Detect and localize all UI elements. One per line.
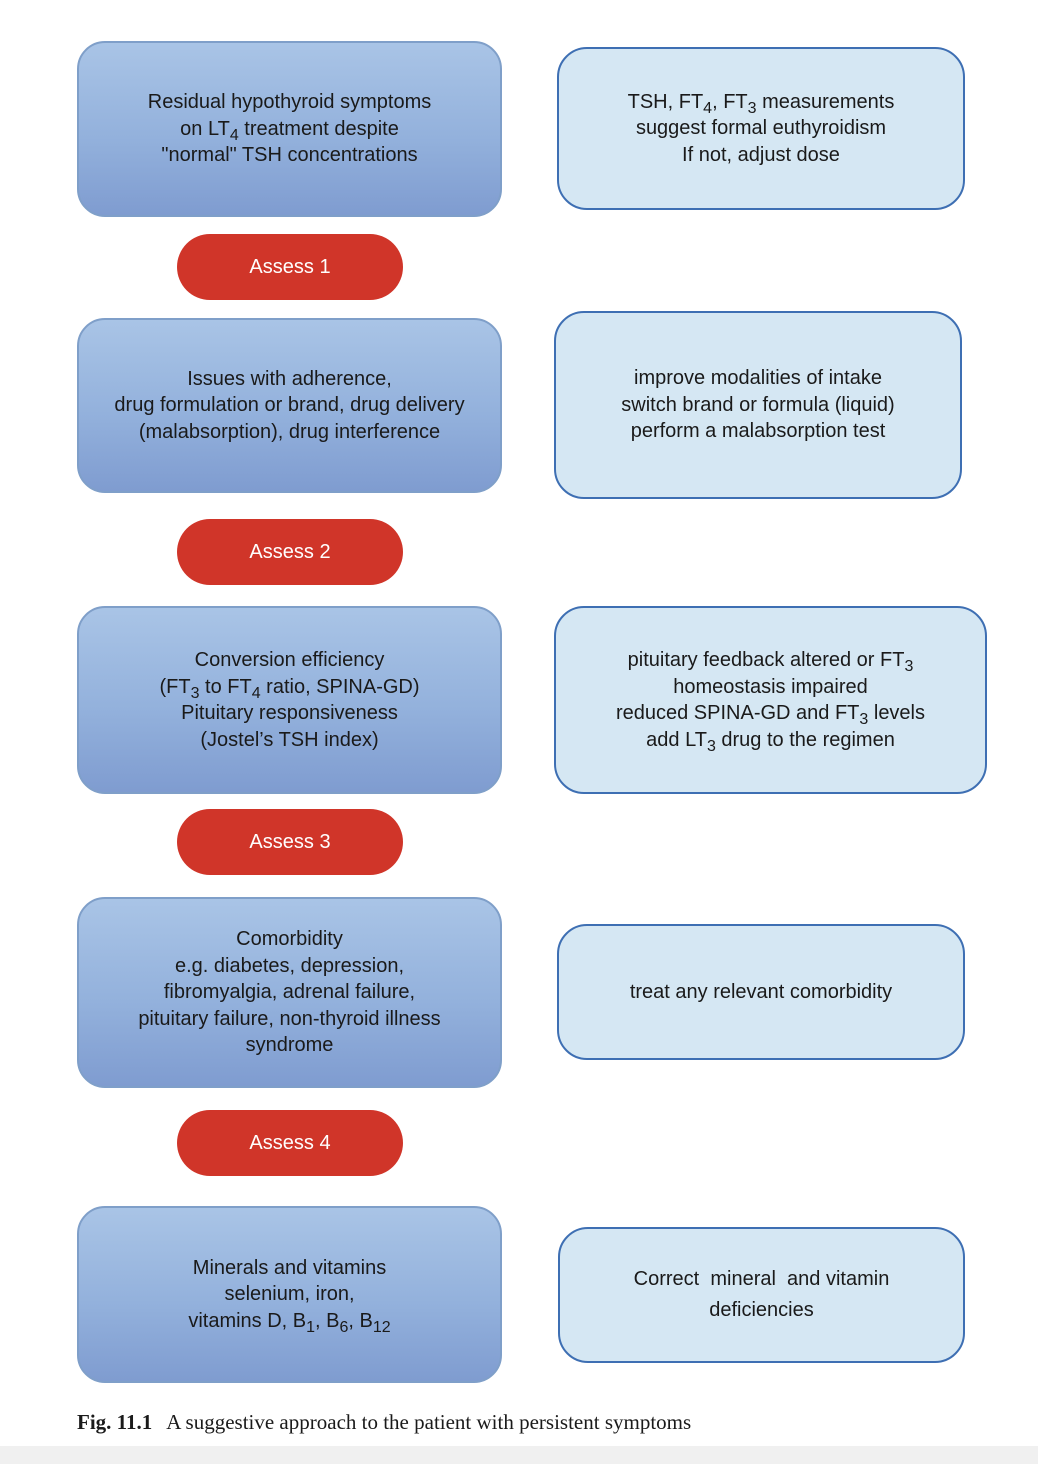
step-line: on $LT_4$ treatment despite [180, 117, 399, 144]
step-box-residual-symptoms [77, 41, 502, 217]
step-line: Minerals and vitamins [192, 1256, 387, 1279]
step-line: Comorbidity [236, 928, 343, 951]
action-line: switch brand or formula (liquid) [621, 393, 895, 416]
step-line: ($FT_3$ to $FT_4$ ratio, SPINA-GD) [159, 675, 420, 702]
step-box-adherence-issues [77, 318, 502, 493]
action-line: deficiencies [709, 1299, 814, 1321]
step-line: (Jostel’s TSH index) [200, 728, 379, 751]
page-footer-band [0, 1446, 1038, 1464]
step-box-minerals-vitamins [77, 1206, 502, 1383]
step-line: selenium, iron, [224, 1283, 355, 1306]
action-line: homeostasis impaired [673, 675, 868, 698]
step-line: e.g. diabetes, depression, [174, 954, 405, 977]
figure-caption [77, 1410, 691, 1435]
step-line: syndrome [245, 1034, 334, 1057]
action-line: If not, adjust dose [682, 143, 840, 166]
step-line: Conversion efficiency [194, 649, 385, 671]
step-line: "normal" TSH concentrations [161, 144, 418, 167]
action-line: reduced SPINA-GD and $FT_3$ levels [615, 702, 926, 728]
assess-4-label: Assess 4 [177, 1110, 403, 1176]
figure-label: Fig. 11.1 [77, 1410, 153, 1434]
action-box-intake [554, 311, 962, 499]
step-line: Residual hypothyroid symptoms [147, 91, 432, 114]
action-line: TSH, $FT_4$, $FT_3$ measurements [627, 90, 895, 117]
step-line: Pituitary responsiveness [181, 702, 398, 724]
assess-1-label: Assess 1 [177, 234, 403, 300]
action-line: Correct mineral and vitamin [633, 1268, 890, 1290]
step-line: vitamins D, $B_1$, $B_6$, $B_{12}$ [188, 1309, 391, 1336]
assess-2-label: Assess 2 [177, 519, 403, 585]
assess-3-label: Assess 3 [177, 809, 403, 875]
step-line: drug formulation or brand, drug delivery [114, 394, 465, 417]
action-box-comorbidity [557, 924, 965, 1060]
step-box-conversion-efficiency [77, 606, 502, 794]
step-line: Issues with adherence, [187, 367, 392, 390]
step-box-comorbidity [77, 897, 502, 1088]
figure-caption-text: A suggestive approach to the patient with persistent symptoms [166, 1410, 692, 1434]
action-line: treat any relevant comorbidity [629, 980, 893, 1003]
step-line: pituitary failure, non-thyroid illness [138, 1007, 441, 1030]
action-line: pituitary feedback altered or $FT_3$ [627, 649, 914, 675]
action-box-pituitary-feedback [554, 606, 987, 794]
action-line: add $LT_3$ drug to the regimen [646, 728, 895, 755]
action-line: suggest formal euthyroidism [635, 117, 887, 140]
action-line: improve modalities of intake [634, 367, 882, 390]
action-box-deficiencies [558, 1227, 965, 1363]
action-line: perform a malabsorption test [630, 420, 886, 443]
action-box-euthyroidism [557, 47, 965, 210]
step-line: (malabsorption), drug interference [138, 420, 441, 443]
step-line: fibromyalgia, adrenal failure, [163, 981, 416, 1004]
